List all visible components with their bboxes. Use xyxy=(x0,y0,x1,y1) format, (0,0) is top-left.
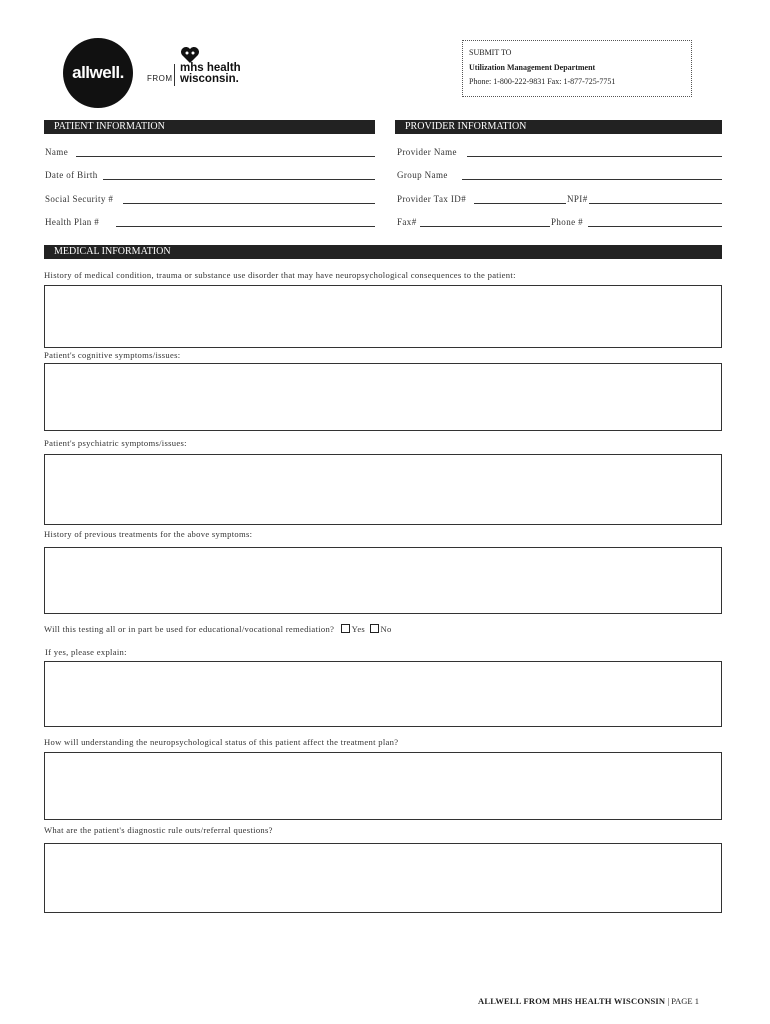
explain-question: If yes, please explain: xyxy=(45,647,127,657)
provider-info-header: PROVIDER INFORMATION xyxy=(395,120,722,134)
allwell-logo xyxy=(63,38,133,108)
patient-name-label: Name xyxy=(45,147,69,157)
submit-to-box xyxy=(462,40,692,97)
cognitive-symptoms-textarea[interactable] xyxy=(44,363,722,431)
allwell-logo-text: allwell. xyxy=(72,63,124,82)
medical-history-question: History of medical condition, trauma or substance use disorder that may have neuropsychological consequences to the patient: xyxy=(44,270,516,280)
diagnostic-textarea[interactable] xyxy=(44,843,722,913)
footer-separator: | xyxy=(667,996,670,1006)
psychiatric-symptoms-textarea[interactable] xyxy=(44,454,722,525)
npi-label: NPI# xyxy=(567,194,588,204)
patient-name-field[interactable] xyxy=(76,156,375,157)
diagnostic-question: What are the patient's diagnostic rule outs/referral questions? xyxy=(44,825,273,835)
medical-history-textarea[interactable] xyxy=(44,285,722,348)
previous-treatments-question: History of previous treatments for the above symptoms: xyxy=(44,529,253,539)
mhs-line1: mhs health xyxy=(180,62,241,74)
phone-label: Phone # xyxy=(551,217,584,227)
health-plan-label: Health Plan # xyxy=(45,217,100,227)
dob-field[interactable] xyxy=(103,179,375,180)
page-footer xyxy=(478,996,699,1006)
phone-field[interactable] xyxy=(588,226,722,227)
treatment-plan-question: How will understanding the neuropsychological status of this patient affect the treatment plan? xyxy=(44,737,399,747)
provider-name-label: Provider Name xyxy=(397,147,457,157)
medical-info-header: MEDICAL INFORMATION xyxy=(44,245,722,259)
footer-page-number: PAGE 1 xyxy=(671,996,699,1006)
group-name-field[interactable] xyxy=(462,179,722,180)
ssn-label: Social Security # xyxy=(45,194,114,204)
fax-label: Fax# xyxy=(397,217,417,227)
treatment-plan-textarea[interactable] xyxy=(44,752,722,820)
dob-label: Date of Birth xyxy=(45,170,98,180)
contact-numbers: Phone: 1-800-222-9831 Fax: 1-877-725-7751 xyxy=(469,77,616,86)
cognitive-symptoms-question: Patient's cognitive symptoms/issues: xyxy=(44,350,181,360)
tax-id-field[interactable] xyxy=(474,203,566,204)
explain-textarea[interactable] xyxy=(44,661,722,727)
previous-treatments-textarea[interactable] xyxy=(44,547,722,614)
submit-to-label: SUBMIT TO xyxy=(469,48,512,57)
health-plan-field[interactable] xyxy=(116,226,375,227)
yes-checkbox[interactable] xyxy=(341,624,350,633)
no-checkbox[interactable] xyxy=(370,624,379,633)
logo-divider xyxy=(174,64,175,86)
group-name-label: Group Name xyxy=(397,170,448,180)
provider-name-field[interactable] xyxy=(467,156,722,157)
from-label: FROM xyxy=(147,74,173,83)
remediation-question xyxy=(44,624,392,634)
no-label: No xyxy=(380,624,392,634)
mhs-health-logo xyxy=(180,63,241,85)
mhs-line2: wisconsin. xyxy=(180,73,239,85)
department-label: Utilization Management Department xyxy=(469,63,596,72)
tax-id-label: Provider Tax ID# xyxy=(397,194,467,204)
psychiatric-symptoms-question: Patient's psychiatric symptoms/issues: xyxy=(44,438,187,448)
fax-field[interactable] xyxy=(420,226,550,227)
footer-brand: ALLWELL FROM MHS HEALTH WISCONSIN xyxy=(478,996,666,1006)
npi-field[interactable] xyxy=(589,203,722,204)
ssn-field[interactable] xyxy=(123,203,375,204)
patient-info-header: PATIENT INFORMATION xyxy=(44,120,375,134)
remediation-question-text: Will this testing all or in part be used for educational/vocational remediation? xyxy=(44,624,335,634)
yes-label: Yes xyxy=(351,624,366,634)
